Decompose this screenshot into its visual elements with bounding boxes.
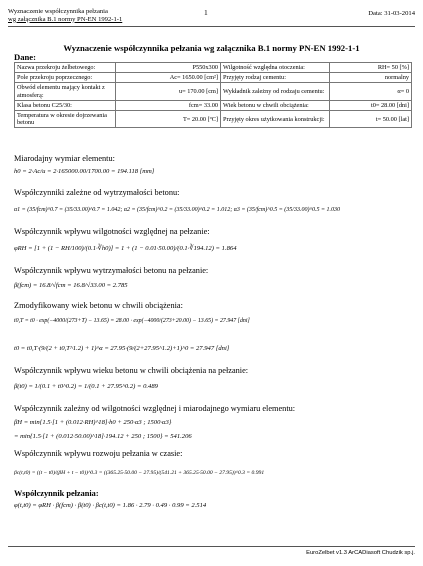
header-divider	[8, 26, 415, 27]
page-title: Wyznaczenie współczynnika pełzania wg załącznika B.1 normy PN-EN 1992-1-1	[63, 43, 360, 53]
formula-t0-modified: t0 = t0,T·(9/(2 + t0,T^1.2) + 1)^α = 27.95·(9/(2+27.95^1.2)+1)^0 = 27.947 [dni]	[14, 345, 230, 352]
param-label: Wykładnik zależny od rodzaju cementu:	[221, 83, 330, 100]
section-heading: Współczynnik zależny od wilgotności względnej i miarodajnego wymiaru elementu:	[14, 404, 296, 413]
table-row	[15, 83, 412, 100]
param-label: Temperatura w okresie dojrzewania betonu	[15, 111, 116, 128]
formula-t0t: t0,T = t0 · exp(−4000/(273+T) − 13.65) = 28.00 · exp(−4000/(273+20.00) − 13.65) = 27.947 [dni]	[14, 318, 250, 324]
param-value: fcm= 33.00	[116, 100, 221, 110]
dane-heading: Dane:	[14, 52, 36, 62]
table-row	[15, 100, 412, 110]
input-data-table	[14, 62, 412, 128]
param-value: u= 170.00 [cm]	[116, 83, 221, 100]
section-heading-result: Współczynnik pełzania:	[14, 489, 99, 498]
formula-beta-c: βc(t,t0) = ((t − t0)/(βH + t − t0))^0.3 = ((365.25·50.00 − 27.95)/(541.21 + 365.25·50.00 − 27.95))^0.3 = 0.991	[14, 470, 265, 476]
param-value: normalny	[330, 73, 412, 83]
param-label: Nazwa przekroju żelbetowego:	[15, 63, 116, 73]
param-value: RH= 50 [%]	[330, 63, 412, 73]
document-date: Data: 31-03-2014	[368, 10, 415, 17]
param-label: Przyjęty okres użytkowania konstrukcji:	[221, 111, 330, 128]
table-row	[15, 63, 412, 73]
param-value: Ac= 1650.00 [cm²]	[116, 73, 221, 83]
param-label: Wiek betonu w chwili obciążenia:	[221, 100, 330, 110]
formula-h0: h0 = 2·Ac/u = 2·165000.00/1700.00 = 194.118 [mm]	[14, 168, 155, 175]
document-title: Wyznaczenie współczynnika pełzania wg załącznika B.1 normy PN-EN 1992-1-1	[8, 8, 123, 23]
page-header	[8, 5, 415, 29]
formula-beta-fcm: β(fcm) = 16.8/√fcm = 16.8/√33.00 = 2.785	[14, 282, 128, 289]
page-footer	[8, 546, 415, 556]
formula-beta-h-values: = min{1.5·[1 + (0.012·50.00)^18]·194.12 + 250 ; 1500} = 541.206	[14, 433, 192, 440]
param-value: P550x300	[116, 63, 221, 73]
formula-creep-coefficient: φ(t,t0) = φRH · β(fcm) · β(t0) · βc(t,t0) = 1.86 · 2.79 · 0.49 · 0.99 = 2.514	[14, 502, 207, 509]
param-value: t0= 28.00 [dni]	[330, 100, 412, 110]
section-heading: Współczynniki zależne od wytrzymałości betonu:	[14, 188, 180, 197]
formula-phi-rh: φRH = [1 + (1 − RH/100)/(0.1·∛h0)] = 1 + (1 − 0.01·50.00)/(0.1·∛194.12) = 1.864	[14, 245, 237, 252]
section-heading: Miarodajny wymiar elementu:	[14, 154, 115, 163]
page-number: 1	[204, 8, 208, 17]
param-value: t= 50.00 [lat]	[330, 111, 412, 128]
param-label: Pole przekroju poprzecznego:	[15, 73, 116, 83]
section-heading: Współczynnik wpływu wieku betonu w chwili obciążenia na pełzanie:	[14, 366, 249, 375]
formula-beta-h-general: βH = min{1.5·[1 + (0.012·RH)^18]·h0 + 250·α3 ; 1500·α3}	[14, 419, 172, 426]
formula-alphas: α1 = (35/fcm)^0.7 = (35/33.00)^0.7 = 1.042; α2 = (35/fcm)^0.2 = (35/33.00)^0.2 = 1.012; α3 = (35/fcm)^0.5 = (35/33.00)^0.5 = 1.030	[14, 207, 341, 213]
section-heading: Współczynnik wpływu wilgotności względnej na pełzanie:	[14, 227, 210, 236]
param-label: Wilgotność względna otoczenia:	[221, 63, 330, 73]
footer-software: EuroZelbet v1.3 ArCADiasoft Chudzik sp.j.	[306, 550, 415, 556]
section-heading: Zmodyfikowany wiek betonu w chwili obciążenia:	[14, 301, 183, 310]
param-label: Obwód elementu mający kontakt z atmosferą:	[15, 83, 116, 100]
param-value: T= 20.00 [ºC]	[116, 111, 221, 128]
section-heading: Współczynnik wpływu wytrzymałości betonu na pełzanie:	[14, 266, 209, 275]
param-value: α= 0	[330, 83, 412, 100]
section-heading: Współczynnik wpływu rozwoju pełzania w czasie:	[14, 449, 183, 458]
param-label: Przyjęty rodzaj cementu:	[221, 73, 330, 83]
table-row	[15, 73, 412, 83]
param-label: Klasa betonu C25/30:	[15, 100, 116, 110]
table-row	[15, 111, 412, 128]
formula-beta-t0: β(t0) = 1/(0.1 + t0^0.2) = 1/(0.1 + 27.95^0.2) = 0.489	[14, 383, 158, 390]
